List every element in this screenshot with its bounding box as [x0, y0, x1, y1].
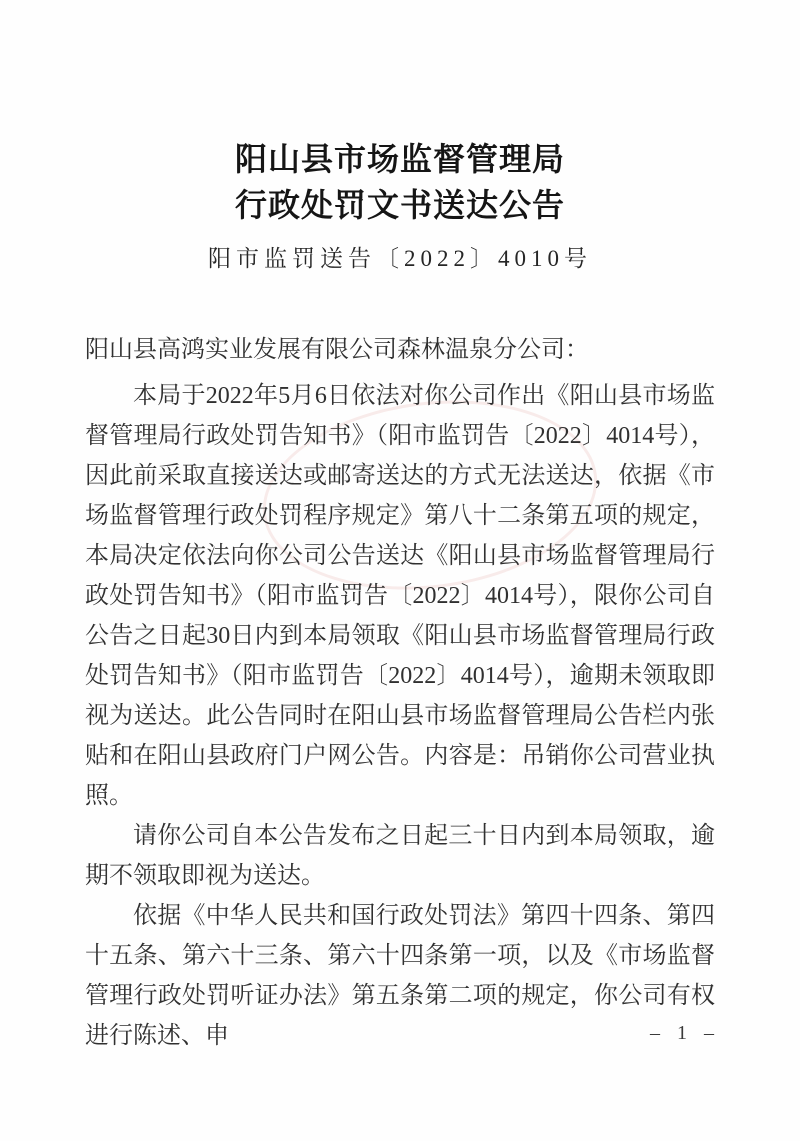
- document-title: [0, 136, 800, 228]
- paragraph-1: 本局于2022年5月6日依法对你公司作出《阳山县市场监督管理局行政处罚告知书》（阳市监罚告〔2022〕4014号），因此前采取直接送达或邮寄送达的方式无法送达，依据《市场监督管理行政处罚程序规定》第八十二条第五项的规定，本局决定依法向你公司公告送达《阳山县市场监督管理局行政处罚告知书》（阳市监罚告〔2022〕4014号），限你公司自公告之日起30日内到本局领取《阳山县市场监督管理局行政处罚告知书》（阳市监罚告〔2022〕4014号），逾期未领取即视为送达。此公告同时在阳山县市场监督管理局公告栏内张贴和在阳山县政府门户网公告。内容是：吊销你公司营业执照。: [85, 383, 715, 809]
- title-line-2: 行政处罚文书送达公告: [234, 187, 565, 223]
- page-number: – 1 –: [650, 1022, 720, 1044]
- paragraph-2: 请你公司自本公告发布之日起三十日内到本局领取，逾期不领取即视为送达。: [85, 823, 715, 889]
- recipient-line: 阳山县高鸿实业发展有限公司森林温泉分公司：: [85, 337, 589, 363]
- paragraph-3: 依据《中华人民共和国行政处罚法》第四十四条、第四十五条、第六十三条、第六十四条第一项，以及《市场监督管理行政处罚听证办法》第五条第二项的规定，你公司有权进行陈述、申: [85, 903, 715, 1049]
- document-body: [85, 330, 715, 1056]
- title-line-1: 阳山县市场监督管理局: [234, 141, 565, 177]
- document-number: 阳市监罚送告〔2022〕4010号: [208, 246, 592, 271]
